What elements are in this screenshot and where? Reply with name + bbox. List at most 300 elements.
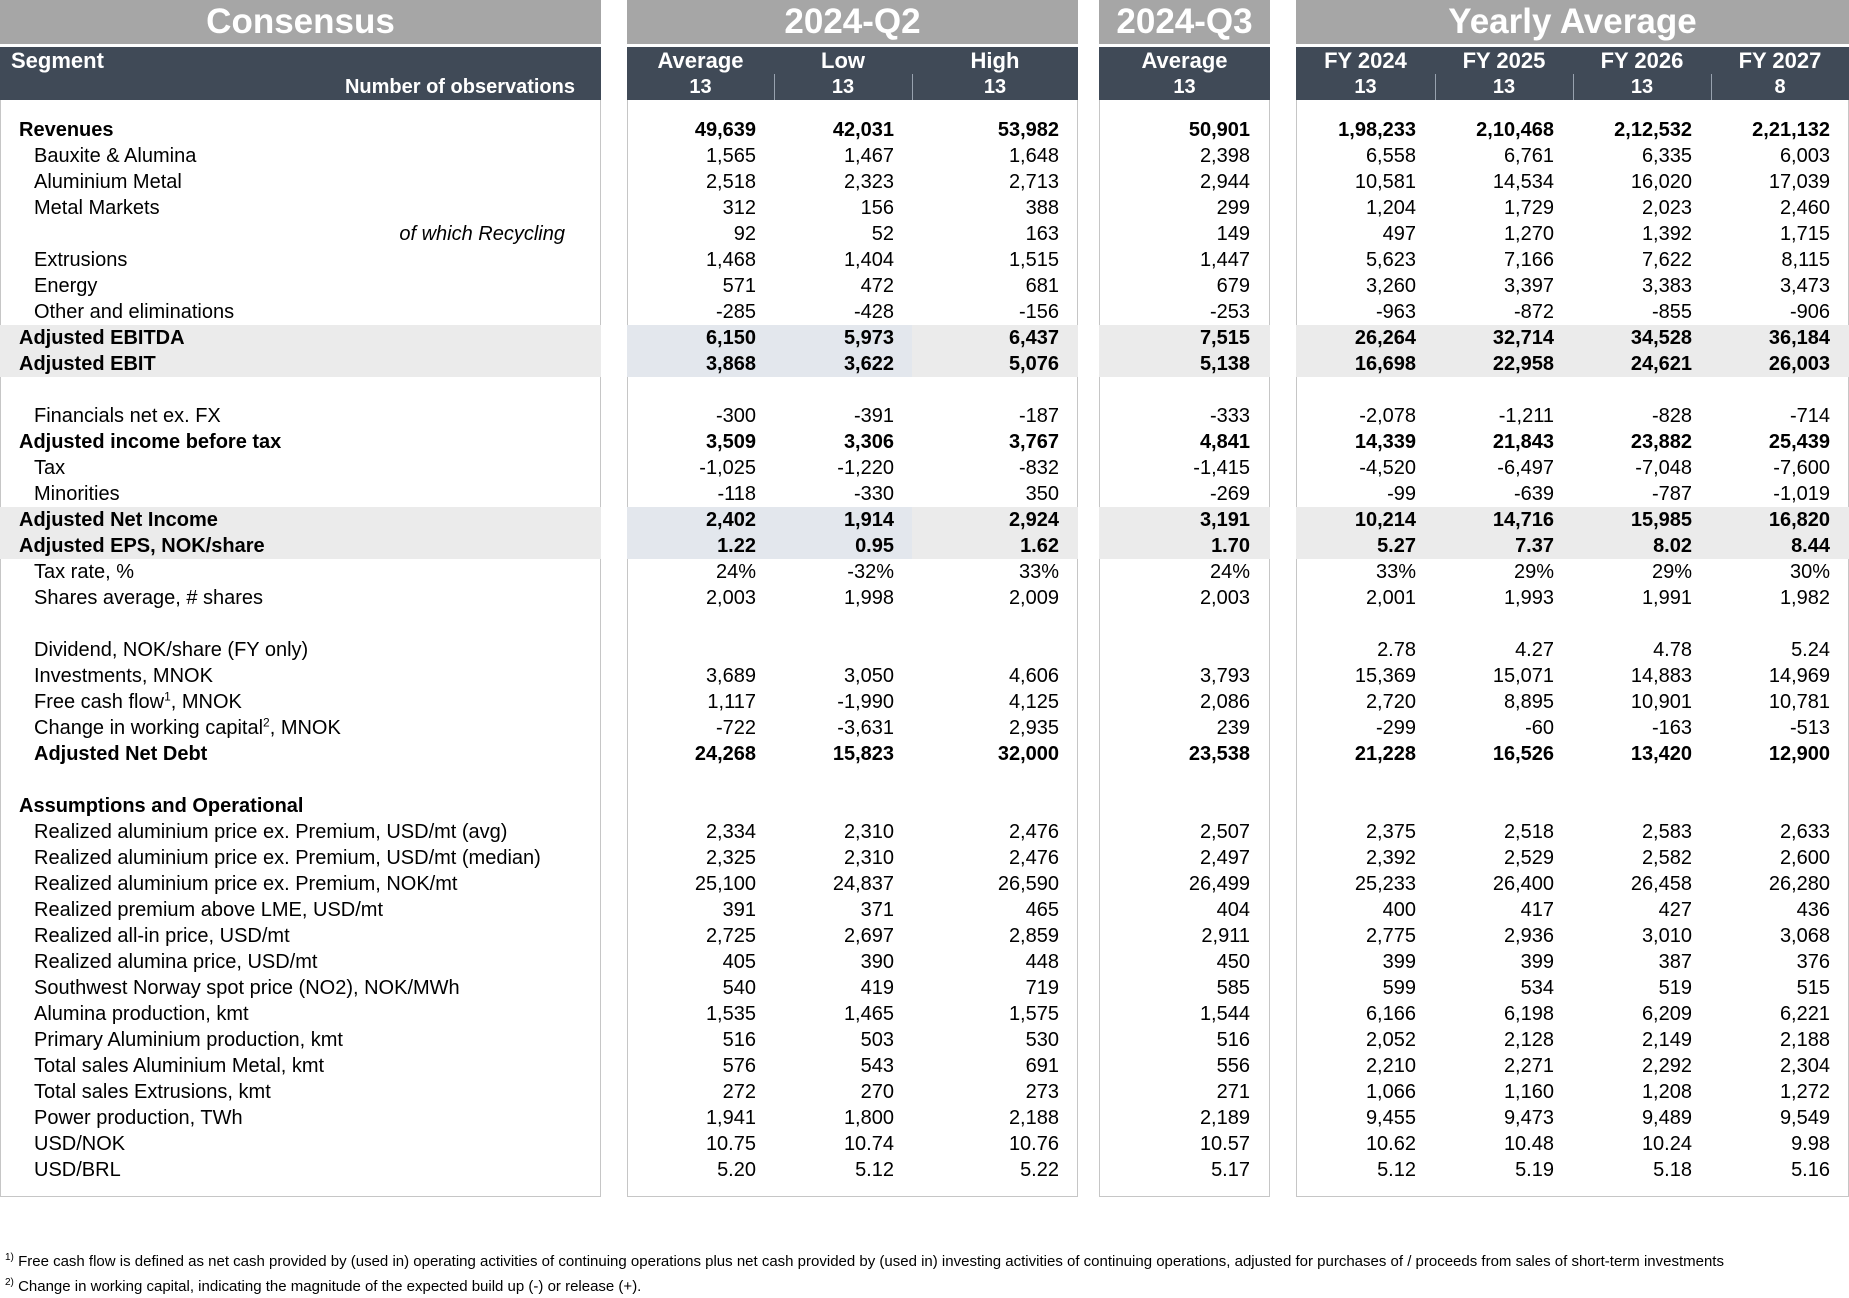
row-label: Adjusted Net Income [19,509,218,531]
cell-value: 1,98,233 [1338,119,1416,141]
cell-value: -285 [715,301,756,323]
cell-value: 1,066 [1365,1081,1416,1103]
cell-value: 34,528 [1630,327,1692,349]
cell-value: 497 [1382,223,1416,245]
cell-value: 519 [1658,977,1692,999]
cell-value: 8,895 [1503,691,1554,713]
cell-value: 5.20 [717,1159,756,1181]
cell-value: 6,221 [1779,1003,1830,1025]
q2-block [627,0,1078,98]
cell-value: -333 [1209,405,1250,427]
cell-value: 6,761 [1503,145,1554,167]
cell-value: 12,900 [1768,743,1830,765]
cell-value: 3,473 [1779,275,1830,297]
row-label: Realized aluminium price ex. Premium, NOK/mt [34,873,458,895]
cell-value: 2,529 [1503,847,1554,869]
cell-value: 4.78 [1653,639,1692,661]
cell-value: 272 [722,1081,756,1103]
cell-value: 1,160 [1503,1081,1554,1103]
cell-value: 6,166 [1365,1003,1416,1025]
cell-value: 2,392 [1365,847,1416,869]
cell-value: 1,991 [1641,587,1692,609]
cell-value: 33% [1018,561,1059,583]
cell-value: 9,489 [1641,1107,1692,1129]
cell-value: 1.22 [717,535,756,557]
cell-value: 2,310 [843,821,894,843]
cell-value: 6,437 [1008,327,1059,349]
cell-value: 1,272 [1779,1081,1830,1103]
cell-value: 25,100 [694,873,756,895]
cell-value: 1,208 [1641,1081,1692,1103]
cell-value: 26,400 [1492,873,1554,895]
cell-value: -300 [715,405,756,427]
cell-value: 3,306 [843,431,894,453]
obs-fy2026: 13 [1630,76,1654,98]
cell-value: 2,023 [1641,197,1692,219]
cell-value: 390 [860,951,894,973]
cell-value: 4.27 [1515,639,1554,661]
cell-value: 23,882 [1630,431,1692,453]
cell-value: 1,270 [1503,223,1554,245]
cell-value: 5,138 [1199,353,1250,375]
cell-value: 1,544 [1199,1003,1250,1025]
cell-value: 21,843 [1492,431,1554,453]
cell-value: 2,460 [1779,197,1830,219]
cell-value: 2,003 [705,587,756,609]
cell-value: 7,515 [1199,327,1250,349]
row-label: Financials net ex. FX [34,405,221,427]
row-label: Energy [34,275,98,297]
cell-value: -855 [1651,301,1692,323]
row-label: of which Recycling [399,223,565,245]
q2-observations [627,74,1078,100]
cell-value: 32,714 [1492,327,1554,349]
cell-value: 14,969 [1768,665,1830,687]
cell-value: -714 [1789,405,1830,427]
cell-value: 25,233 [1354,873,1416,895]
col-header-fy2026: FY 2026 [1600,48,1684,73]
cell-value: 6,150 [705,327,756,349]
cell-value: 53,982 [997,119,1059,141]
cell-value: -299 [1375,717,1416,739]
cell-value: 1,204 [1365,197,1416,219]
cell-value: 5,973 [843,327,894,349]
cell-value: -787 [1651,483,1692,505]
row-label: Investments, MNOK [34,665,213,687]
cell-value: 9,549 [1779,1107,1830,1129]
cell-value: 543 [860,1055,894,1077]
cell-value: 2,713 [1008,171,1059,193]
cell-value: 1,565 [705,145,756,167]
cell-value: 30% [1789,561,1830,583]
cell-value: 2,128 [1503,1029,1554,1051]
segment-header [0,47,601,74]
cell-value: 6,209 [1641,1003,1692,1025]
cell-value: 2,935 [1008,717,1059,739]
row-label: Realized all-in price, USD/mt [34,925,290,947]
cell-value: 9,455 [1365,1107,1416,1129]
cell-value: 92 [733,223,756,245]
cell-value: 2,582 [1641,847,1692,869]
cell-value: 2,21,132 [1752,119,1830,141]
cell-value: 2,600 [1779,847,1830,869]
cell-value: -6,497 [1497,457,1554,479]
cell-value: 1,982 [1779,587,1830,609]
cell-value: 5.27 [1377,535,1416,557]
cell-value: 2,210 [1365,1055,1416,1077]
row-label: Realized alumina price, USD/mt [34,951,318,973]
cell-value: 5.18 [1653,1159,1692,1181]
row-label: Total sales Extrusions, kmt [34,1081,271,1103]
cell-value: 2,189 [1199,1107,1250,1129]
cell-value: 3,622 [843,353,894,375]
q3-title: 2024-Q3 [1099,0,1270,44]
row-label: Extrusions [34,249,128,271]
cell-value: 2,924 [1008,509,1059,531]
cell-value: 2,944 [1199,171,1250,193]
cell-value: 25,439 [1768,431,1830,453]
cell-value: 299 [1216,197,1250,219]
cell-value: 24% [1209,561,1250,583]
cell-value: 270 [860,1081,894,1103]
cell-value: -906 [1789,301,1830,323]
cell-value: 26,458 [1630,873,1692,895]
cell-value: 5,623 [1365,249,1416,271]
cell-value: 2,720 [1365,691,1416,713]
cell-value: 2,086 [1199,691,1250,713]
cell-value: 1,998 [843,587,894,609]
cell-value: 52 [871,223,894,245]
cell-value: -428 [853,301,894,323]
row-label: Adjusted EPS, NOK/share [19,535,265,557]
cell-value: 149 [1216,223,1250,245]
cell-value: 6,198 [1503,1003,1554,1025]
obs-q2-average: 13 [689,76,712,98]
cell-value: -1,019 [1773,483,1830,505]
cell-value: 26,264 [1354,327,1416,349]
cell-value: 1,575 [1008,1003,1059,1025]
cell-value: 719 [1025,977,1059,999]
cell-value: 9.98 [1791,1133,1830,1155]
cell-value: 391 [722,899,756,921]
cell-value: 405 [722,951,756,973]
col-header-fy2027: FY 2027 [1738,48,1822,73]
cell-value: 2,476 [1008,847,1059,869]
cell-value: 16,020 [1630,171,1692,193]
cell-value: 42,031 [832,119,894,141]
cell-value: 8.44 [1791,535,1830,557]
cell-value: 24% [715,561,756,583]
cell-value: 1.70 [1211,535,1250,557]
cell-value: 163 [1025,223,1059,245]
cell-value: 33% [1375,561,1416,583]
row-label: Tax [34,457,66,479]
cell-value: 10,781 [1768,691,1830,713]
cell-value: 599 [1382,977,1416,999]
cell-value: 3,191 [1199,509,1250,531]
cell-value: 679 [1216,275,1250,297]
cell-value: 2,497 [1199,847,1250,869]
q2-title: 2024-Q2 [627,0,1078,44]
cell-value: 15,985 [1630,509,1692,531]
cell-value: -722 [715,717,756,739]
cell-value: 2,633 [1779,821,1830,843]
row-label: USD/BRL [34,1159,121,1181]
cell-value: 399 [1520,951,1554,973]
row-label: Southwest Norway spot price (NO2), NOK/MWh [34,977,460,999]
cell-value: 1,535 [705,1003,756,1025]
cell-value: -1,990 [837,691,894,713]
segment-label: Segment [11,48,104,73]
cell-value: 400 [1382,899,1416,921]
cell-value: 10.76 [1008,1133,1059,1155]
q3-block [1099,0,1270,98]
cell-value: 14,716 [1492,509,1554,531]
cell-value: 2,149 [1641,1029,1692,1051]
cell-value: 2,518 [1503,821,1554,843]
row-label: Adjusted EBIT [19,353,156,375]
cell-value: -391 [853,405,894,427]
cell-value: 5.16 [1791,1159,1830,1181]
cell-value: 156 [860,197,894,219]
cell-value: 419 [860,977,894,999]
obs-fy2024: 13 [1354,76,1377,98]
cell-value: 2,001 [1365,587,1416,609]
cell-value: -269 [1209,483,1250,505]
cell-value: 1,648 [1008,145,1059,167]
cell-value: 5.12 [1377,1159,1416,1181]
cell-value: 350 [1025,483,1059,505]
cell-value: 1,392 [1641,223,1692,245]
cell-value: 1,729 [1503,197,1554,219]
consensus-block [0,0,601,98]
cell-value: 2,476 [1008,821,1059,843]
cell-value: 2,911 [1201,925,1250,947]
cell-value: -872 [1513,301,1554,323]
row-label: Tax rate, % [34,561,135,583]
cell-value: -1,220 [837,457,894,479]
cell-value: 8,115 [1781,249,1830,271]
cell-value: 1,800 [843,1107,894,1129]
cell-value: 14,883 [1630,665,1692,687]
cell-value: -330 [853,483,894,505]
cell-value: 448 [1025,951,1059,973]
row-label: Shares average, # shares [34,587,264,609]
cell-value: 6,335 [1641,145,1692,167]
cell-value: 681 [1025,275,1059,297]
footnote: $^{2)}$ Change in working capital, indicating the magnitude of the expected build up (-) or release (+). [5,1277,642,1295]
cell-value: 10,901 [1630,691,1692,713]
cell-value: 273 [1025,1081,1059,1103]
cell-value: 2,398 [1199,145,1250,167]
cell-value: 404 [1216,899,1250,921]
row-label: Realized premium above LME, USD/mt [34,899,384,921]
cell-value: 436 [1796,899,1830,921]
row-label: Aluminium Metal [34,171,182,193]
cell-value: 2,188 [1008,1107,1059,1129]
cell-value: 1,447 [1199,249,1250,271]
cell-value: 1,993 [1503,587,1554,609]
cell-value: 24,621 [1630,353,1692,375]
cell-value: 10.74 [843,1133,894,1155]
row-label: Metal Markets [34,197,160,219]
cell-value: 2,583 [1641,821,1692,843]
cell-value: 13,420 [1630,743,1692,765]
col-header-q3-average: Average [1141,48,1228,73]
cell-value: -187 [1018,405,1059,427]
cell-value: 2.78 [1377,639,1416,661]
cell-value: 3,068 [1779,925,1830,947]
cell-value: 450 [1216,951,1250,973]
cell-value: 24,268 [694,743,756,765]
cell-value: -1,415 [1193,457,1250,479]
cell-value: -513 [1789,717,1830,739]
yearly-observations [1296,74,1849,100]
cell-value: 10.48 [1503,1133,1554,1155]
cell-value: -639 [1513,483,1554,505]
cell-value: 8.02 [1653,535,1692,557]
cell-value: 2,325 [705,847,756,869]
cell-value: 10.57 [1199,1133,1250,1155]
row-label: Primary Aluminium production, kmt [34,1029,343,1051]
obs-q2-high: 13 [983,76,1007,98]
q3-column-headers [1099,47,1270,74]
row-label: Alumina production, kmt [34,1003,249,1025]
row-label: Bauxite & Alumina [34,145,197,167]
row-label: Total sales Aluminium Metal, kmt [34,1055,325,1077]
q2-column-headers [627,47,1078,74]
cell-value: 26,499 [1188,873,1250,895]
cell-value: 6,003 [1779,145,1830,167]
cell-value: 50,901 [1188,119,1250,141]
row-label: Free cash flow$^1$, MNOK [34,689,242,713]
cell-value: 2,12,532 [1614,119,1692,141]
cell-value: 26,003 [1768,353,1830,375]
cell-value: 1,465 [843,1003,894,1025]
cell-value: 16,526 [1492,743,1554,765]
cell-value: 376 [1796,951,1830,973]
row-label: Minorities [34,483,120,505]
cell-value: 576 [722,1055,756,1077]
cell-value: 427 [1658,899,1692,921]
cell-value: 7,166 [1503,249,1554,271]
cell-value: 9,473 [1503,1107,1554,1129]
cell-value: 5.19 [1515,1159,1554,1181]
cell-value: 4,606 [1008,665,1059,687]
cell-value: 3,010 [1641,925,1692,947]
cell-value: 3,793 [1199,665,1250,687]
cell-value: -3,631 [837,717,894,739]
cell-value: 10.75 [705,1133,756,1155]
cell-value: 5,076 [1008,353,1059,375]
cell-value: 691 [1025,1055,1059,1077]
cell-value: -1,211 [1498,405,1554,427]
cell-value: -163 [1651,717,1692,739]
consensus-title: Consensus [0,0,601,44]
cell-value: 2,188 [1779,1029,1830,1051]
cell-value: 2,518 [705,171,756,193]
yearly-block [1296,0,1849,98]
cell-value: 36,184 [1768,327,1830,349]
cell-value: 2,310 [843,847,894,869]
cell-value: 26,280 [1768,873,1830,895]
cell-value: 3,509 [705,431,756,453]
cell-value: 2,402 [705,509,756,531]
cell-value: -156 [1018,301,1059,323]
cell-value: 3,689 [705,665,756,687]
cell-value: 417 [1520,899,1554,921]
cell-value: 271 [1216,1081,1250,1103]
cell-value: -99 [1387,483,1416,505]
cell-value: 17,039 [1768,171,1830,193]
cell-value: 1,515 [1008,249,1059,271]
col-header-q2-average: Average [657,48,744,73]
cell-value: 10.62 [1365,1133,1416,1155]
cell-value: 530 [1025,1029,1059,1051]
cell-value: 399 [1382,951,1416,973]
cell-value: 5.24 [1791,639,1830,661]
cell-value: 2,375 [1365,821,1416,843]
footnote: $^{1)}$ Free cash flow is defined as net cash provided by (used in) operating activities of continuing operations plus net cash provided by (used in) investing activities of continuing operations, adjusted for purchases of / proceeds from sales of short-term investments [5,1252,1724,1270]
cell-value: 2,936 [1503,925,1554,947]
cell-value: 2,507 [1199,821,1250,843]
cell-value: 465 [1025,899,1059,921]
cell-value: 15,823 [832,743,894,765]
cell-value: 585 [1216,977,1250,999]
cell-value: 24,837 [832,873,894,895]
cell-value: 22,958 [1492,353,1554,375]
observations-header [0,74,601,100]
cell-value: 2,304 [1779,1055,1830,1077]
col-header-q2-low: Low [821,48,865,73]
cell-value: 387 [1658,951,1692,973]
obs-q2-low: 13 [831,76,855,98]
obs-q3-average: 13 [1173,76,1196,98]
cell-value: 1,117 [707,691,756,713]
cell-value: 10.24 [1641,1133,1692,1155]
row-label: Dividend, NOK/share (FY only) [34,639,309,661]
row-label: Revenues [19,119,114,141]
cell-value: 15,071 [1492,665,1554,687]
cell-value: 26,590 [997,873,1059,895]
cell-value: 540 [722,977,756,999]
cell-value: 14,534 [1492,171,1554,193]
cell-value: 2,052 [1365,1029,1416,1051]
row-label: Realized aluminium price ex. Premium, USD/mt (avg) [34,821,508,843]
cell-value: 571 [722,275,756,297]
cell-value: -1,025 [699,457,756,479]
cell-value: 29% [1651,561,1692,583]
row-label: Realized aluminium price ex. Premium, USD/mt (median) [34,847,541,869]
cell-value: 23,538 [1188,743,1250,765]
cell-value: 515 [1796,977,1830,999]
cell-value: 10,214 [1354,509,1416,531]
cell-value: 21,228 [1354,743,1416,765]
cell-value: 388 [1025,197,1059,219]
cell-value: 0.95 [855,535,894,557]
cell-value: 503 [860,1029,894,1051]
cell-value: 1,941 [705,1107,756,1129]
cell-value: -4,520 [1359,457,1416,479]
cell-value: 239 [1216,717,1250,739]
cell-value: 5.17 [1211,1159,1250,1181]
cell-value: 2,775 [1365,925,1416,947]
cell-value: 16,820 [1768,509,1830,531]
cell-value: -832 [1018,457,1059,479]
cell-value: 3,767 [1008,431,1059,453]
cell-value: 2,859 [1008,925,1059,947]
row-label: Adjusted income before tax [19,431,282,453]
